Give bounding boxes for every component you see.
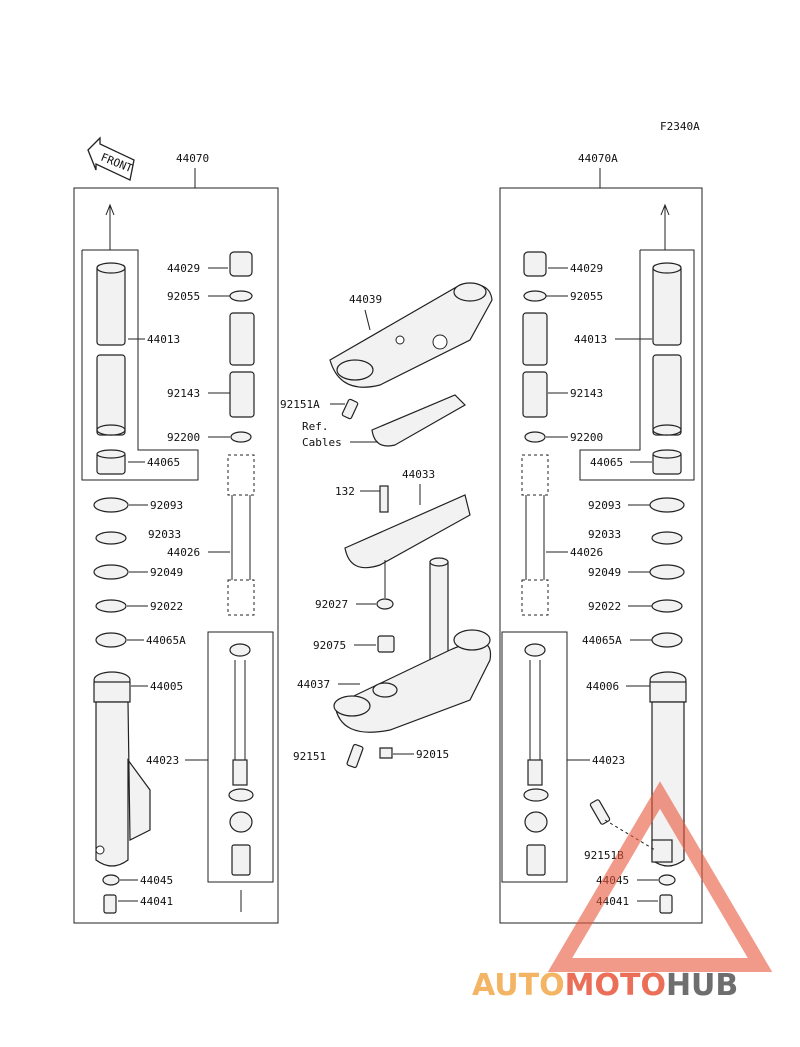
right-label-washer[interactable]: 92200 (570, 431, 604, 444)
left-label-tube-set[interactable]: 44013 (147, 333, 181, 346)
label-upper-bracket[interactable]: 44039 (349, 293, 383, 306)
right-label-bushing[interactable]: 44065 (590, 456, 624, 469)
right-label-bolt-b[interactable]: 92151B (584, 849, 624, 862)
left-label-washer[interactable]: 92200 (167, 431, 201, 444)
right-label-damper[interactable]: 44023 (592, 754, 626, 767)
left-label-cap[interactable]: 44029 (167, 262, 201, 275)
center-group (280, 283, 492, 768)
ref-note-line2: Cables (302, 436, 342, 449)
left-label-oring[interactable]: 92055 (167, 290, 201, 303)
front-arrow-icon (88, 138, 135, 180)
left-label-damper[interactable]: 44023 (146, 754, 180, 767)
left-label-bushing[interactable]: 44065 (147, 456, 181, 469)
left-label-bolt[interactable]: 44041 (140, 895, 174, 908)
watermark-part2: MOTO (564, 968, 666, 1003)
label-washer[interactable]: 92027 (315, 598, 349, 611)
left-label-seal[interactable]: 92093 (150, 499, 184, 512)
right-spring (522, 455, 548, 615)
left-spring (228, 455, 254, 615)
label-nut2[interactable]: 92015 (416, 748, 450, 761)
watermark-text (472, 968, 738, 1003)
bracket-guide (345, 495, 470, 568)
watermark-part1: AUTO (472, 968, 565, 1003)
right-label-ring[interactable]: 92022 (588, 600, 622, 613)
right-label-collar[interactable]: 92143 (570, 387, 604, 400)
left-label-gasket[interactable]: 44045 (140, 874, 174, 887)
right-assembly-label[interactable]: 44070A (578, 152, 618, 165)
right-label-bolt[interactable]: 44041 (596, 895, 630, 908)
left-label-outer-tube[interactable]: 44005 (150, 680, 184, 693)
left-outer-tube (94, 672, 150, 866)
diagram-code: F2340A (660, 120, 700, 133)
watermark-part3: HUB (665, 968, 739, 1003)
left-assembly-label[interactable]: 44070 (176, 152, 210, 165)
label-nut[interactable]: 92075 (313, 639, 347, 652)
right-label-bushing2[interactable]: 44065A (582, 634, 622, 647)
right-label-gasket[interactable]: 44045 (596, 874, 630, 887)
label-lower-bracket[interactable]: 44037 (297, 678, 331, 691)
left-label-bushing2[interactable]: 44065A (146, 634, 186, 647)
label-bolt[interactable]: 92151 (293, 750, 327, 763)
right-label-cap[interactable]: 44029 (570, 262, 604, 275)
front-label: FRONT (98, 150, 135, 176)
left-label-spring[interactable]: 44026 (167, 546, 201, 559)
right-label-oring[interactable]: 92055 (570, 290, 604, 303)
left-fork-group (74, 152, 278, 923)
right-cap (524, 252, 546, 276)
left-label-clip[interactable]: 92033 (148, 528, 182, 541)
left-cap (230, 252, 252, 276)
label-bolt-a[interactable]: 92151A (280, 398, 320, 411)
right-label-outer-tube[interactable]: 44006 (586, 680, 620, 693)
label-screw[interactable]: 132 (335, 485, 355, 498)
right-label-seal[interactable]: 92093 (588, 499, 622, 512)
left-label-ring[interactable]: 92022 (150, 600, 184, 613)
label-bracket-guide[interactable]: 44033 (402, 468, 436, 481)
right-label-clip[interactable]: 92033 (588, 528, 622, 541)
ref-note-line1: Ref. (302, 420, 329, 433)
lower-bracket (335, 642, 491, 732)
left-label-seal2[interactable]: 92049 (150, 566, 184, 579)
left-label-collar[interactable]: 92143 (167, 387, 201, 400)
right-label-spring[interactable]: 44026 (570, 546, 604, 559)
right-label-seal2[interactable]: 92049 (588, 566, 622, 579)
right-label-tube-set[interactable]: 44013 (574, 333, 608, 346)
